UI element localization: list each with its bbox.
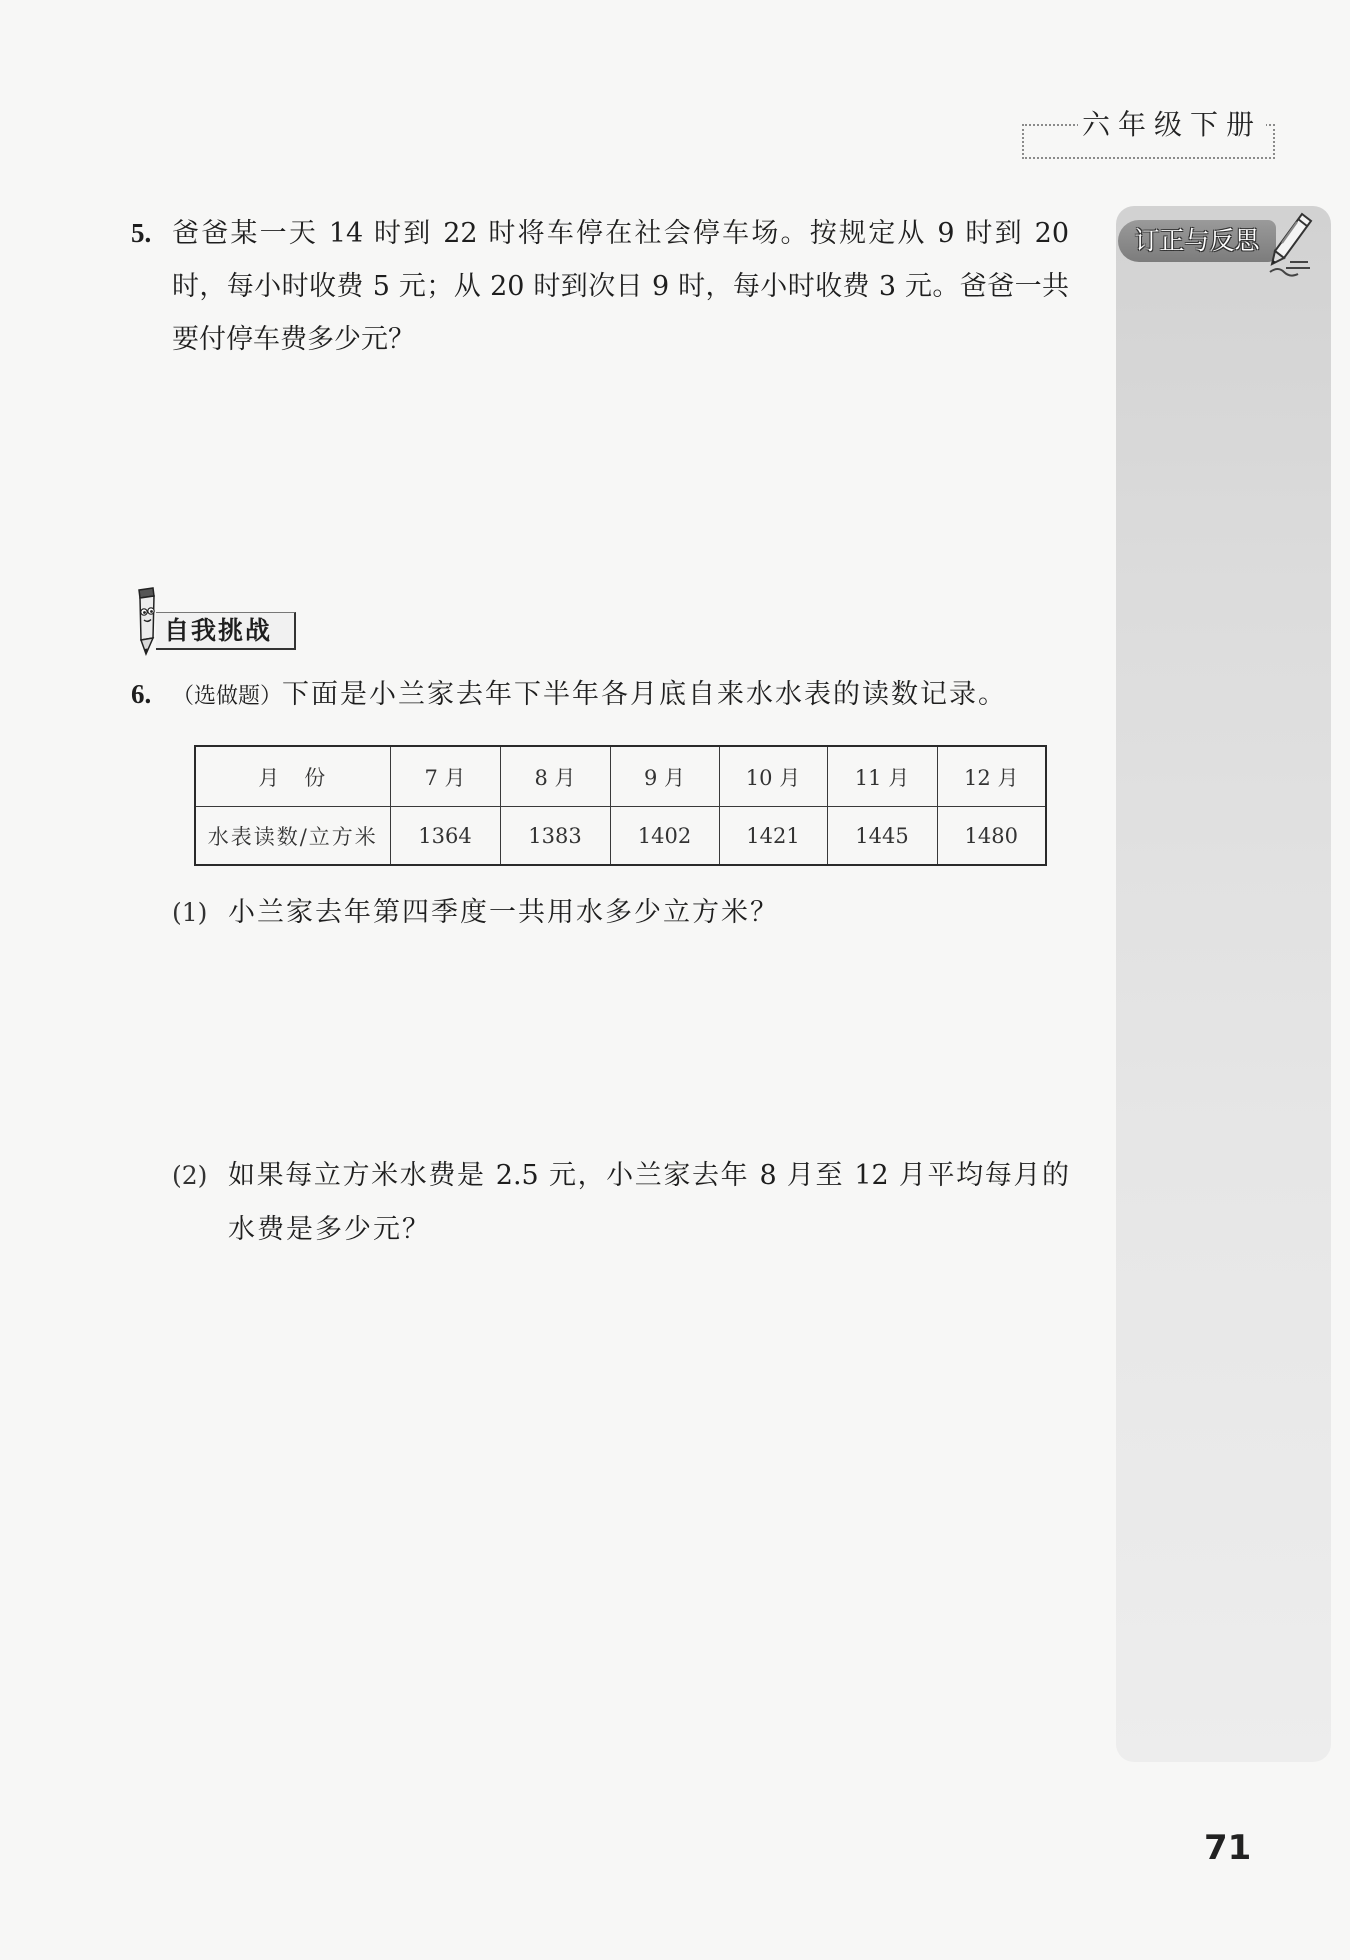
table-cell: 水表读数/立方米 bbox=[195, 807, 390, 866]
table-header-cell: 11 月 bbox=[827, 746, 937, 807]
problem-6-number: 6. bbox=[131, 679, 152, 709]
header-title: 六年级下册 bbox=[1078, 108, 1266, 142]
problem-5-number: 5. bbox=[131, 218, 152, 248]
question-2-label: (2) bbox=[172, 1161, 208, 1190]
table-header-cell: 9 月 bbox=[610, 746, 719, 807]
table-cell: 1402 bbox=[610, 807, 719, 866]
correction-sidebar bbox=[1116, 206, 1331, 1762]
problem-6-intro bbox=[172, 668, 1072, 721]
table-header-cell: 12 月 bbox=[937, 746, 1046, 807]
table-header-cell: 8 月 bbox=[500, 746, 610, 807]
table-cell: 1445 bbox=[827, 807, 937, 866]
writing-pencil-icon bbox=[1264, 212, 1314, 282]
optional-tag: （选做题） bbox=[172, 684, 283, 709]
page-number: 71 bbox=[1204, 1828, 1252, 1868]
challenge-section-badge: 自我挑战 bbox=[156, 612, 296, 650]
question-1-text: 小兰家去年第四季度一共用水多少立方米？ bbox=[228, 897, 779, 928]
table-cell: 1480 bbox=[937, 807, 1046, 866]
water-meter-table bbox=[194, 745, 1047, 866]
problem-5-line-2: 时，每小时收费 5 元；从 20 时到次日 9 时，每小时收费 3 元。爸爸一共 bbox=[172, 271, 1069, 302]
table-cell: 1364 bbox=[390, 807, 500, 866]
table-row bbox=[195, 807, 1046, 866]
problem-6-intro-text: 下面是小兰家去年下半年各月底自来水水表的读数记录。 bbox=[282, 679, 1008, 710]
table-cell: 1421 bbox=[719, 807, 827, 866]
sidebar-label: 订正与反思 bbox=[1118, 220, 1276, 262]
problem-5-line-1: 爸爸某一天 14 时到 22 时将车停在社会停车场。按规定从 9 时到 20 bbox=[172, 218, 1069, 249]
problem-5-line-3: 要付停车费多少元？ bbox=[172, 324, 415, 355]
table-header-row bbox=[195, 746, 1046, 807]
table-cell: 1383 bbox=[500, 807, 610, 866]
question-2-line-2: 水费是多少元？ bbox=[228, 1214, 431, 1245]
table-header-cell: 7 月 bbox=[390, 746, 500, 807]
table-header-cell: 月 份 bbox=[195, 746, 390, 807]
table-header-cell: 10 月 bbox=[719, 746, 827, 807]
question-1-label: (1) bbox=[172, 898, 208, 927]
question-2-line-1: 如果每立方米水费是 2.5 元，小兰家去年 8 月至 12 月平均每月的 bbox=[228, 1160, 1069, 1191]
